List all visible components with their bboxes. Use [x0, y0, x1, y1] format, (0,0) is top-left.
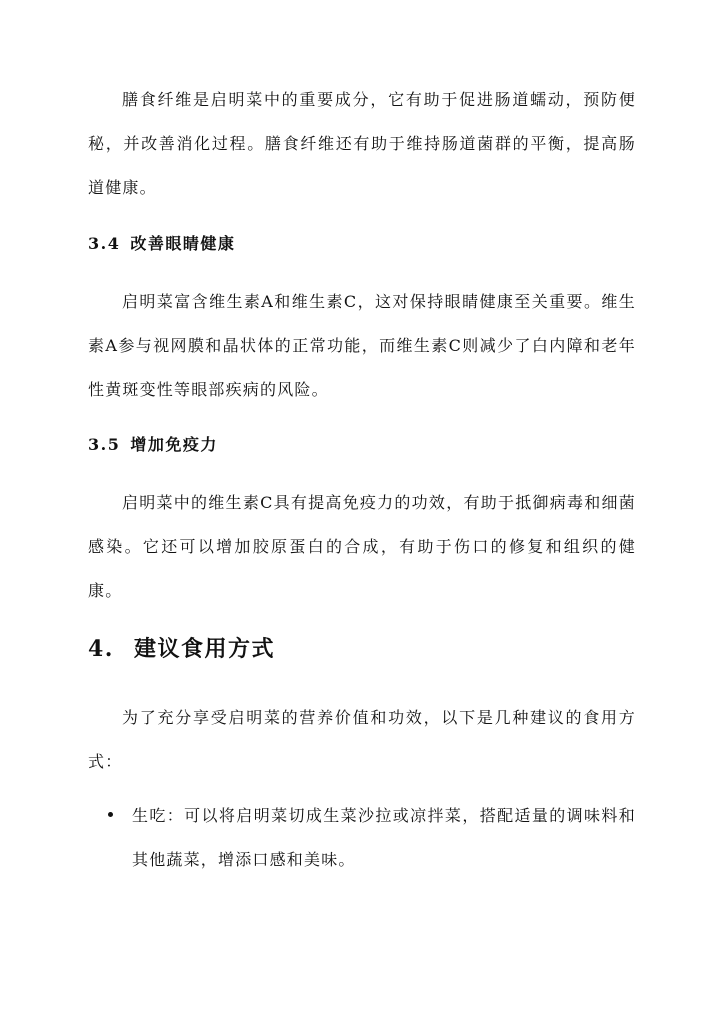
- list-item-text: 生吃：可以将启明菜切成生菜沙拉或凉拌菜，搭配适量的调味料和其他蔬菜，增添口感和美味。: [132, 806, 636, 869]
- section-title: 改善眼睛健康: [130, 234, 236, 253]
- section-number: 4.: [88, 636, 114, 662]
- paragraph-dietary-fiber: 膳食纤维是启明菜中的重要成分，它有助于促进肠道蠕动，预防便秘，并改善消化过程。膳食纤维还有助于维持肠道菌群的平衡，提高肠道健康。: [88, 90, 636, 197]
- section-title: 建议食用方式: [133, 636, 275, 662]
- paragraph-immunity: 启明菜中的维生素C具有提高免疫力的功效，有助于抵御病毒和细菌感染。它还可以增加胶原蛋白的合成，有助于伤口的修复和组织的健康。: [88, 493, 636, 600]
- section-title: 增加免疫力: [130, 435, 218, 454]
- heading-section-3-5: [88, 433, 218, 457]
- paragraph-consumption-intro: 为了充分享受启明菜的营养价值和功效，以下是几种建议的食用方式：: [88, 708, 636, 771]
- list-item: [88, 794, 636, 882]
- heading-section-3-4: [88, 232, 235, 256]
- section-number: 3.4: [88, 234, 121, 253]
- paragraph-eye-health: 启明菜富含维生素A和维生素C，这对保持眼睛健康至关重要。维生素A参与视网膜和晶状体的正常功能，而维生素C则减少了白内障和老年性黄斑变性等眼部疾病的风险。: [88, 292, 636, 399]
- bullet-icon: [108, 812, 113, 817]
- heading-section-4: [88, 634, 275, 664]
- section-number: 3.5: [88, 435, 121, 454]
- consumption-method-list: [88, 794, 636, 882]
